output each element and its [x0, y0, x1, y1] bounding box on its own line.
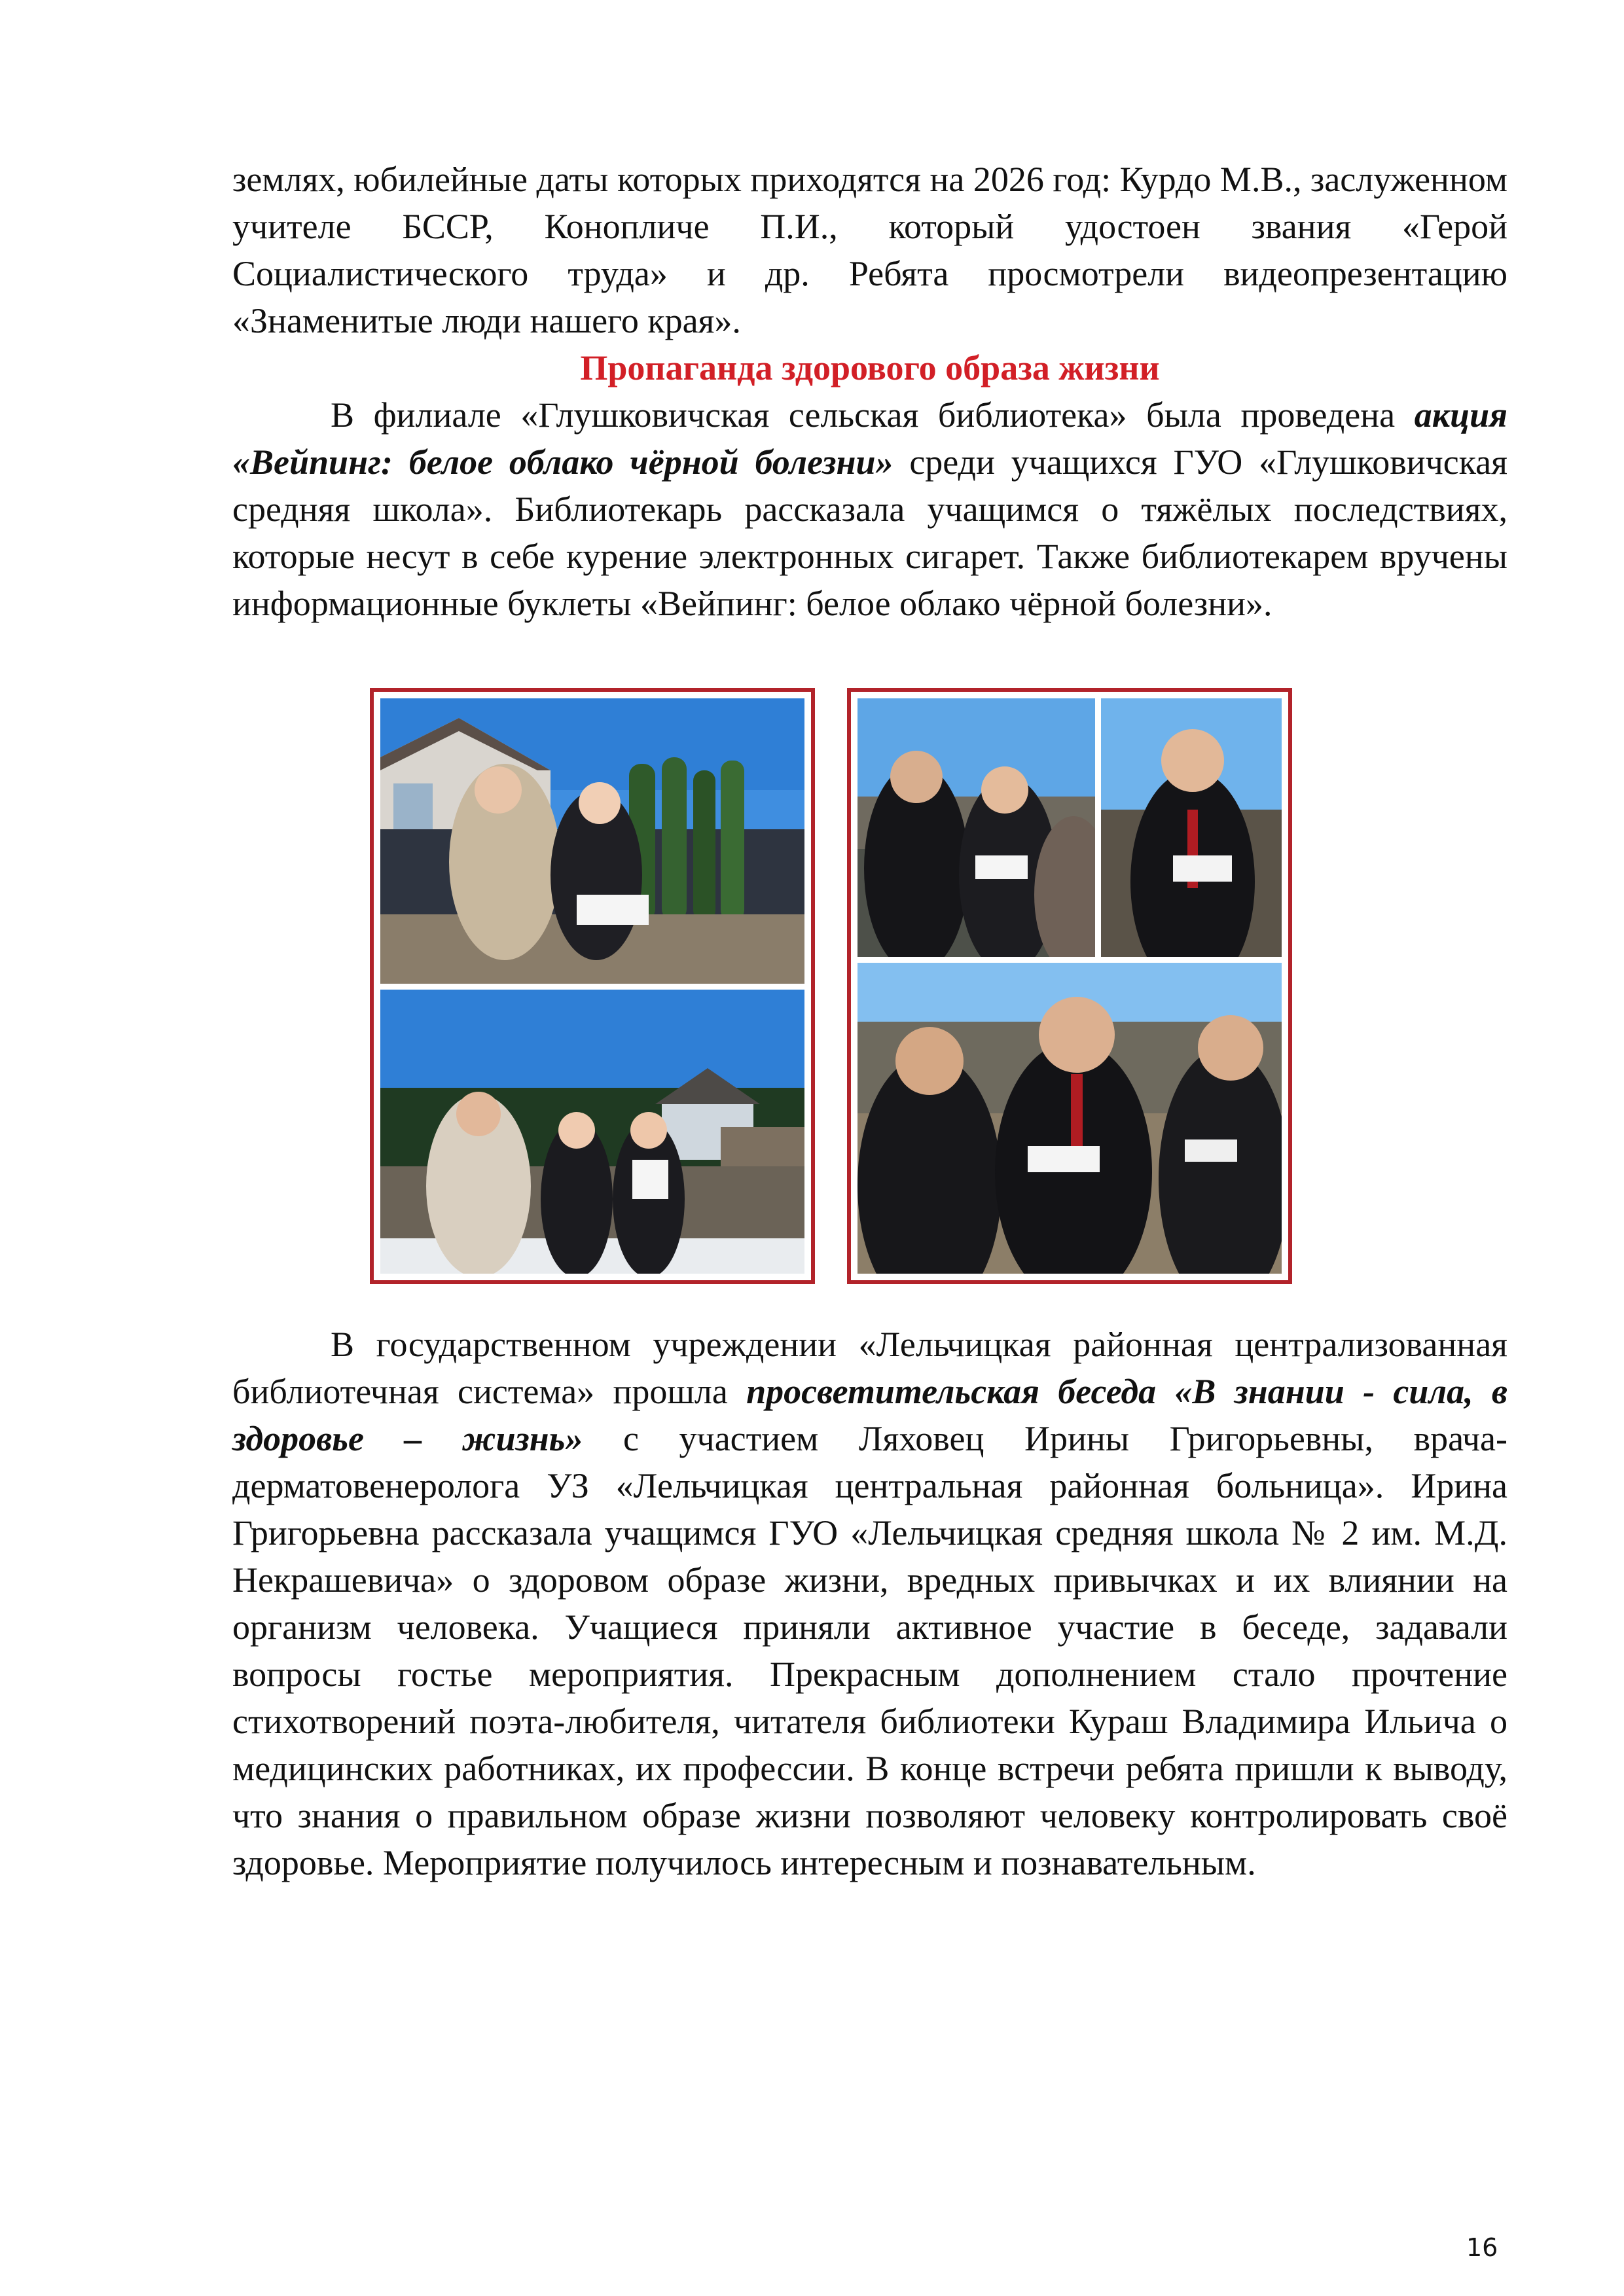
photo-collage-left: [370, 688, 815, 1284]
paragraph-2-emphasis: акция «Вейпинг: белое облако чёрной болезни»: [232, 395, 1507, 482]
paragraph-vaping-action: [232, 391, 1507, 627]
paragraph-2-before: В филиале «Глушковичская сельская библиотека» была проведена: [331, 395, 1415, 435]
photo-librarian-reading: [380, 698, 804, 984]
paragraph-health-talk: [232, 1321, 1507, 1886]
page-number: 16: [1466, 2233, 1498, 2262]
photo-boy-reading: [1101, 698, 1282, 957]
paragraph-continuation: [232, 156, 1507, 344]
paragraph-3-emphasis: просветительская беседа «В знании - сила, в здоровье – жизнь»: [232, 1372, 1507, 1458]
paragraph-3-after: с участием Ляховец Ирины Григорьевны, врача-дерматовенеролога УЗ «Лельчицкая центральная районная больница». Ирина Григорьевна рассказала учащимся ГУО «Лельчицкая средняя школа № 2 им. М.Д. Некрашевича» о здоровом образе жизни, вредных привычках и их влиянии на организм человека. Учащиеся приняли активное участие в беседе, задавали вопросы гостье мероприятия. Прекрасным дополнением стало прочтение стихотворений поэта-любителя, читателя библиотеки Кураш Владимира Ильича о медицинских работниках, их профессии. В конце встречи ребята пришли к выводу, что знания о правильном образе жизни позволяют человеку контролировать своё здоровье. Мероприятие получилось интересным и познавательным.: [232, 1419, 1507, 1882]
section-heading: Пропаганда здорового образа жизни: [580, 348, 1160, 387]
photo-street-walk: [380, 990, 804, 1274]
paragraph-3-before: В государственном учреждении «Лельчицкая районная централизованная библиотечная система» прошла: [232, 1325, 1507, 1411]
photo-collage-right: [847, 688, 1292, 1284]
photo-boys-outdoors: [857, 963, 1282, 1274]
photo-boys-reading: [857, 698, 1095, 957]
paragraph-2-after: среди учащихся ГУО «Глушковичская средняя школа». Библиотекарь рассказала учащимся о тяжёлых последствиях, которые несут в себе курение электронных сигарет. Также библиотекарем вручены информационные буклеты «Вейпинг: белое облако чёрной болезни».: [232, 442, 1507, 623]
paragraph-1-text: землях, юбилейные даты которых приходятся на 2026 год: Курдо М.В., заслуженном учителе БССР, Конопличе П.И., который удостоен звания «Герой Социалистического труда» и др. Ребята просмотрели видеопрезентацию «Знаменитые люди нашего края».: [232, 160, 1507, 340]
